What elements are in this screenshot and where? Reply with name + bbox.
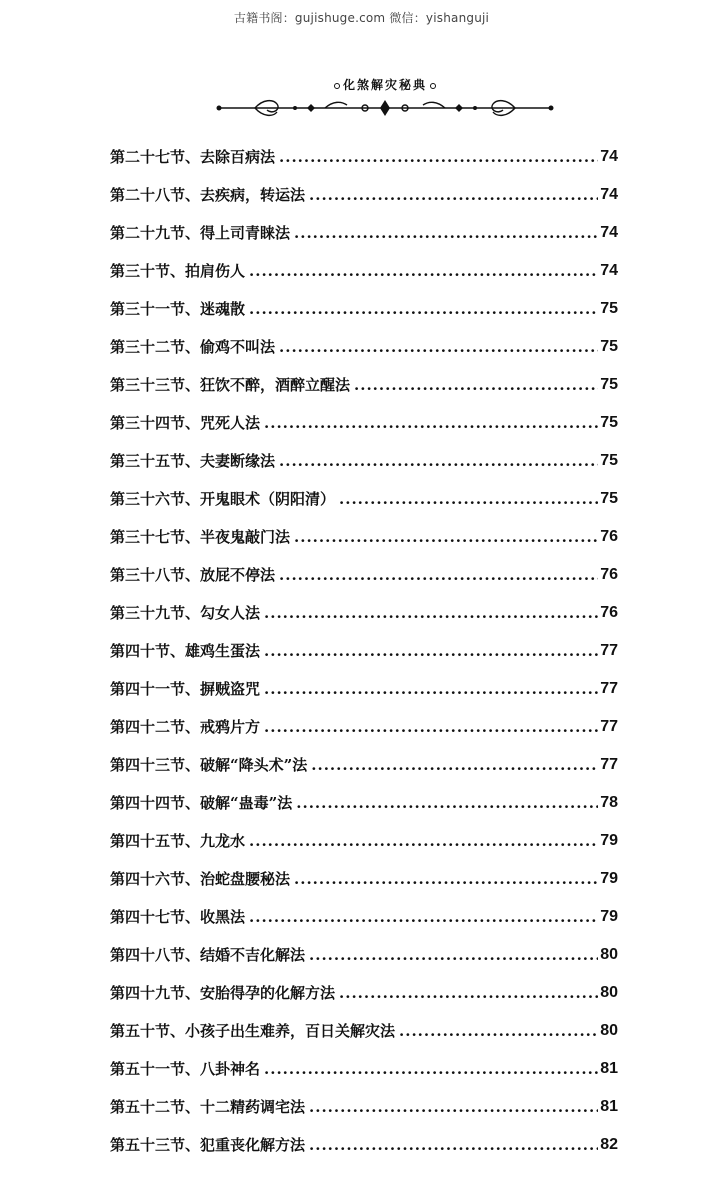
toc-dot-leader <box>294 524 598 550</box>
toc-entry-page: 74 <box>600 186 618 203</box>
toc-entry[interactable] <box>110 638 618 676</box>
toc-entry-page: 75 <box>600 414 618 431</box>
toc-entry-page: 75 <box>600 300 618 317</box>
toc-entry-page: 76 <box>600 528 618 545</box>
table-of-contents <box>110 144 618 1170</box>
toc-entry[interactable] <box>110 714 618 752</box>
toc-entry-title: 第三十七节、半夜鬼敲门法 <box>110 528 291 546</box>
toc-dot-leader <box>399 1018 598 1044</box>
toc-entry[interactable] <box>110 866 618 904</box>
header-title <box>331 76 439 93</box>
header-title-text: 化煞解灾秘典 <box>342 78 427 92</box>
toc-entry-title: 第四十节、雄鸡生蛋法 <box>110 642 261 660</box>
toc-entry-page: 75 <box>600 338 618 355</box>
toc-entry-title: 第三十一节、迷魂散 <box>110 300 246 318</box>
toc-entry-page: 74 <box>600 262 618 279</box>
toc-entry-page: 77 <box>600 756 618 773</box>
toc-entry-title: 第五十二节、十二精药调宅法 <box>110 1098 306 1116</box>
toc-entry[interactable] <box>110 1094 618 1132</box>
toc-entry-page: 79 <box>600 870 618 887</box>
toc-entry-title: 第三十三节、狂饮不醉，酒醉立醒法 <box>110 376 351 394</box>
toc-entry-page: 76 <box>600 566 618 583</box>
toc-entry-page: 77 <box>600 718 618 735</box>
toc-entry-page: 82 <box>600 1136 618 1153</box>
toc-dot-leader <box>264 410 598 436</box>
toc-entry-page: 77 <box>600 680 618 697</box>
toc-dot-leader <box>296 790 598 816</box>
toc-entry[interactable] <box>110 980 618 1018</box>
toc-dot-leader <box>249 828 598 854</box>
toc-entry-title: 第三十二节、偷鸡不叫法 <box>110 338 276 356</box>
toc-entry-page: 75 <box>600 376 618 393</box>
header-dot-right <box>430 83 436 89</box>
toc-entry-page: 76 <box>600 604 618 621</box>
toc-entry[interactable] <box>110 334 618 372</box>
toc-entry[interactable] <box>110 1018 618 1056</box>
toc-entry-title: 第四十六节、治蛇盘腰秘法 <box>110 870 291 888</box>
toc-entry-title: 第四十七节、收黑法 <box>110 908 246 926</box>
toc-dot-leader <box>354 372 598 398</box>
toc-entry-page: 74 <box>600 224 618 241</box>
toc-dot-leader <box>294 220 598 246</box>
toc-entry[interactable] <box>110 942 618 980</box>
toc-dot-leader <box>279 334 598 360</box>
toc-entry-page: 81 <box>600 1060 618 1077</box>
toc-dot-leader <box>339 486 598 512</box>
toc-entry-page: 74 <box>600 148 618 165</box>
toc-entry-title: 第五十节、小孩子出生难养，百日关解灾法 <box>110 1022 396 1040</box>
toc-entry-page: 79 <box>600 908 618 925</box>
toc-entry[interactable] <box>110 1056 618 1094</box>
toc-dot-leader <box>279 448 598 474</box>
toc-dot-leader <box>294 866 598 892</box>
toc-entry-title: 第四十八节、结婚不吉化解法 <box>110 946 306 964</box>
toc-entry-page: 80 <box>600 984 618 1001</box>
toc-entry-title: 第二十七节、去除百病法 <box>110 148 276 166</box>
toc-entry[interactable] <box>110 220 618 258</box>
toc-dot-leader <box>309 1094 598 1120</box>
toc-dot-leader <box>249 904 598 930</box>
toc-dot-leader <box>264 1056 598 1082</box>
toc-entry-page: 80 <box>600 1022 618 1039</box>
toc-entry-title: 第五十一节、八卦神名 <box>110 1060 261 1078</box>
watermark-text: 古籍书阁：gujishuge.com 微信：yishanguji <box>233 11 490 25</box>
toc-dot-leader <box>309 182 598 208</box>
toc-entry-page: 75 <box>600 452 618 469</box>
toc-entry[interactable] <box>110 372 618 410</box>
toc-entry[interactable] <box>110 296 618 334</box>
toc-dot-leader <box>264 676 598 702</box>
toc-entry-title: 第三十四节、咒死人法 <box>110 414 261 432</box>
toc-entry-page: 78 <box>600 794 618 811</box>
ornament-divider <box>215 95 555 121</box>
toc-dot-leader <box>264 638 598 664</box>
toc-entry-title: 第二十九节、得上司青睐法 <box>110 224 291 242</box>
toc-entry[interactable] <box>110 410 618 448</box>
toc-entry-page: 81 <box>600 1098 618 1115</box>
toc-entry-title: 第三十六节、开鬼眼术（阴阳清） <box>110 490 336 508</box>
toc-dot-leader <box>309 942 598 968</box>
toc-entry[interactable] <box>110 182 618 220</box>
toc-entry-title: 第四十九节、安胎得孕的化解方法 <box>110 984 336 1002</box>
toc-dot-leader <box>279 562 598 588</box>
toc-entry-title: 第五十三节、犯重丧化解方法 <box>110 1136 306 1154</box>
toc-entry-title: 第四十四节、破解“蛊毒”法 <box>110 794 293 812</box>
toc-entry-page: 75 <box>600 490 618 507</box>
toc-entry-page: 77 <box>600 642 618 659</box>
toc-entry[interactable] <box>110 448 618 486</box>
toc-entry-title: 第三十五节、夫妻断缘法 <box>110 452 276 470</box>
toc-dot-leader <box>264 600 598 626</box>
toc-entry-title: 第三十八节、放屁不停法 <box>110 566 276 584</box>
toc-entry[interactable] <box>110 524 618 562</box>
toc-entry-title: 第四十五节、九龙水 <box>110 832 246 850</box>
toc-entry[interactable] <box>110 144 618 182</box>
toc-dot-leader <box>311 752 598 778</box>
toc-entry[interactable] <box>110 676 618 714</box>
toc-entry-page: 79 <box>600 832 618 849</box>
toc-entry[interactable] <box>110 1132 618 1170</box>
toc-entry-title: 第三十节、拍肩伤人 <box>110 262 246 280</box>
toc-dot-leader <box>264 714 598 740</box>
toc-dot-leader <box>249 296 598 322</box>
toc-entry-title: 第三十九节、勾女人法 <box>110 604 261 622</box>
running-header <box>200 74 570 121</box>
toc-entry[interactable] <box>110 486 618 524</box>
toc-entry[interactable] <box>110 600 618 638</box>
header-dot-left <box>334 83 340 89</box>
toc-entry-title: 第四十二节、戒鸦片方 <box>110 718 261 736</box>
toc-dot-leader <box>249 258 598 284</box>
toc-entry[interactable] <box>110 790 618 828</box>
toc-entry-title: 第四十一节、摒贼盗咒 <box>110 680 261 698</box>
toc-entry[interactable] <box>110 752 618 790</box>
toc-entry[interactable] <box>110 562 618 600</box>
toc-entry[interactable] <box>110 258 618 296</box>
toc-entry-title: 第四十三节、破解“降头术”法 <box>110 756 308 774</box>
toc-dot-leader <box>339 980 598 1006</box>
toc-entry-title: 第二十八节、去疾病，转运法 <box>110 186 306 204</box>
toc-entry-page: 80 <box>600 946 618 963</box>
toc-dot-leader <box>279 144 598 170</box>
toc-dot-leader <box>309 1132 598 1158</box>
toc-entry[interactable] <box>110 828 618 866</box>
toc-entry[interactable] <box>110 904 618 942</box>
